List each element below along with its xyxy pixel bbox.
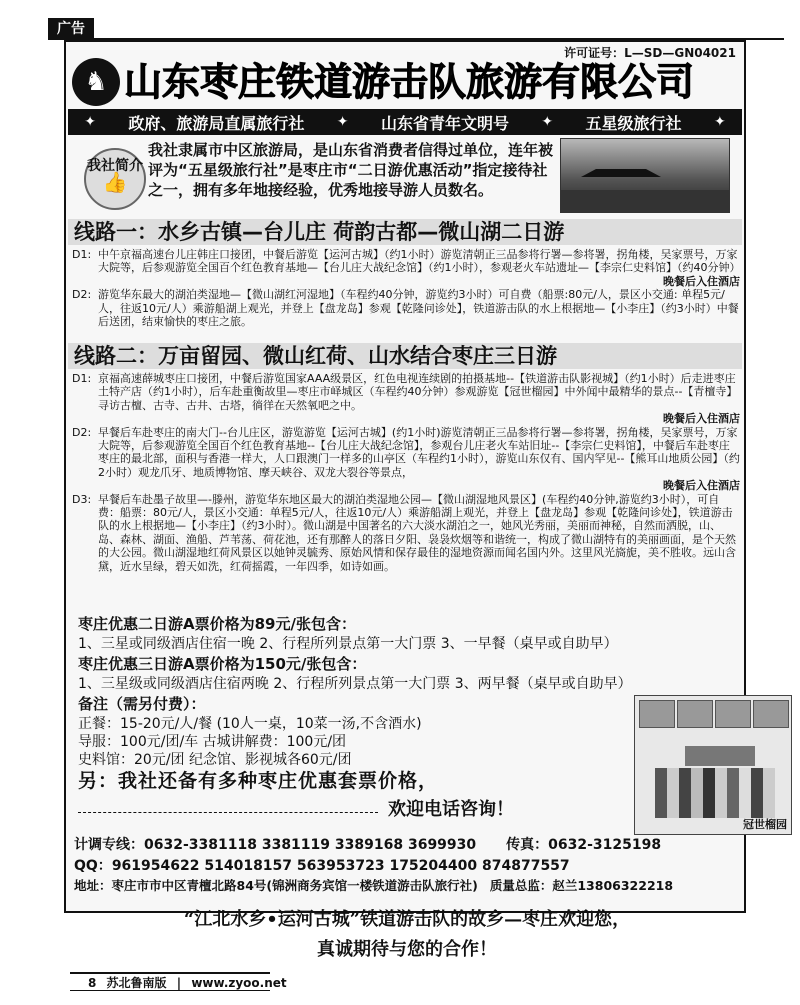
fax-number: 0632-3125198 xyxy=(548,837,662,853)
horse-logo-icon: ♞ xyxy=(72,58,120,106)
pomegranate-garden-photo xyxy=(634,695,792,835)
qq-row xyxy=(74,855,570,875)
star-icon: ✦ xyxy=(713,114,726,130)
route1-day2: D2: 游览华东最大的湖泊类湿地—【微山湖红河湿地】（车程约40分钟，游览约3小时）可自费（船票:80元/人，景区小交通: 单程5元/人，往返10元/人）乘游船湖上观光，并登上【盘龙岛】参观【乾隆问诊处】，铁道游击队的水上根据地—【小李庄】（约3小时）中餐后送团，结束愉快的枣庄之旅。 xyxy=(72,288,739,329)
supervisor: 赵兰13806322218 xyxy=(552,878,674,893)
route2-day2: D2: 早餐后车赴枣庄的南大门--台儿庄区，游览游览【运河古城】(约1小时)游览清朝正三品参将行署—参将署，拐角楼，吴家票号，万家大院等，后参观游览全国百个红色教育基地--【台儿庄大战纪念馆】，参观台儿庄老火车站旧址--【李宗仁史料馆】，中餐后车赴枣庄枣庄的最北部，面积与香港一样大，人口跟澳门一样多的山亭区（车程约1小时），游览山东仅有、国内罕见--【熊耳山地质公园】（约2小时）观龙爪牙、地质博物馆、摩天峡谷、双龙大裂谷等景点， xyxy=(72,425,740,479)
route1-day1: D1: 中午京福高速台儿庄韩庄口接团，中餐后游览【运河古城】（约1小时）游览清朝正三品参将行署—参将署，拐角楼，吴家票号，万家大院等，后参观游览全国百个红色教育基地—【台儿庄大战纪念馆】（约1小时），参观老火车站遗址—【李宗仁史料馆】（约40分钟） xyxy=(72,248,741,275)
thumbs-up-icon: 👍 xyxy=(102,170,128,194)
route2-day3: D3: 早餐后车赴墨子故里—-滕州，游览华东地区最大的湖泊类湿地公园—【微山湖湿地风景区】(车程约40分钟,游览约3小时），可自费：船票：80元/人，景区小交通：单程5元/人，往返10元/人）乘游船湖上观光，并登上【盘龙岛】参观【乾隆问诊处】，铁道游击队的水上根据地—【小李庄】（约3小时）。微山湖是中国著名的六大淡水湖泊之一，她风光秀丽，美丽而神秘，自然而洒脱，山、岛、森林、湖面、渔船、芦苇荡、荷花池，还有那醉人的落日夕阳、袅袅炊烟等和谐统一，构成了微山湖特有的美丽画面，是个天然的大公园。微山湖湿地红荷风景区以她钟灵毓秀、原始风情和保存最佳的湿地资源而闻名国内外。这里风光旖旎，美不胜收。远山含黛，近水呈绿，碧天如洗，红荷摇霞，一年四季，如诗如画。 xyxy=(72,492,736,573)
package-notice: 另：我社还备有多种枣庄优惠套票价格， xyxy=(78,770,439,792)
footer: 8 苏北鲁南版 | www.zyoo.net xyxy=(88,976,287,990)
fax-label: 传真： xyxy=(506,837,549,853)
extra-cost-title: 备注（需另付费）： xyxy=(78,695,206,713)
address-label: 地址： xyxy=(74,878,112,893)
thumb-photo xyxy=(639,700,675,728)
star-icon: ✦ xyxy=(541,114,554,130)
route2-day1: D1: 京福高速薛城枣庄口接团，中餐后游览国家AAA级景区，红色电视连续剧的拍摄基地--【铁道游击队影视城】（约1小时）后走进枣庄土特产店（约1小时），后车赴重衡故里—枣庄市峄城区（车程约40分钟）参观游览【冠世榴园】中外闻中最精华的景点--【青檀寺】寻访古檀、古寺、古井、古塔，徜徉在天然氧吧之中。 xyxy=(72,372,738,412)
star-icon: ✦ xyxy=(336,114,349,130)
route1-title: 线路一：水乡古镇—台儿庄 荷韵古都—微山湖二日游 xyxy=(68,219,742,245)
hotline-row xyxy=(74,834,661,854)
ancient-town-photo xyxy=(560,138,730,213)
footer-divider-bottom xyxy=(70,990,270,991)
license-number: 许可证号：L—SD—GN04021 xyxy=(564,46,736,60)
notice-dotted-line xyxy=(78,812,378,813)
thumb-photo xyxy=(715,700,751,728)
hotline-numbers[interactable]: 0632-3381118 3381119 3389168 3699930 xyxy=(144,837,477,853)
route2-title: 线路二：万亩留园、微山红荷、山水结合枣庄三日游 xyxy=(68,343,742,369)
thumb-photo xyxy=(753,700,789,728)
company-name: 山东枣庄铁道游击队旅游有限公司 xyxy=(124,60,695,104)
meal-cost: 正餐：15-20元/人/餐 (10人一桌，10菜一汤,不含酒水) xyxy=(78,716,422,732)
address: 枣庄市市中区青檀北路84号(锦洲商务宾馆一楼铁道游击队旅行社) xyxy=(111,878,478,893)
route1-day1-note: 晚餐后入住酒店 xyxy=(663,274,740,288)
honor-1: 政府、旅游局直属旅行社 xyxy=(128,113,305,133)
intro-badge xyxy=(84,148,146,210)
museum-cost: 史料馆：20元/团 纪念馆、影视城各60元/团 xyxy=(78,752,352,768)
tourist-group xyxy=(655,768,775,818)
website-link[interactable]: www.zyoo.net xyxy=(191,976,287,990)
garden-gate xyxy=(685,746,755,766)
call-to-action: 欢迎电话咨询！ xyxy=(388,799,514,820)
page-number: 8 xyxy=(88,976,97,990)
address-row xyxy=(74,876,673,894)
ad-tag: 广告 xyxy=(48,18,94,40)
route2-day2-note: 晚餐后入住酒店 xyxy=(663,479,740,493)
intro-badge-label: 我社简介 xyxy=(87,158,143,174)
contact-section xyxy=(68,828,742,896)
slogan-line-1: “江北水乡•运河古城”铁道游击队的故乡—枣庄欢迎您， xyxy=(183,909,631,930)
honors-banner xyxy=(68,109,742,135)
qq-label: QQ： xyxy=(74,858,112,874)
pavilion-roof xyxy=(581,157,661,177)
supervisor-label: 质量总监： xyxy=(489,878,553,893)
route2-day1-note: 晚餐后入住酒店 xyxy=(663,412,740,426)
honor-3: 五星级旅行社 xyxy=(585,113,682,133)
three-day-items: 1、三星级或同级酒店住宿两晚 2、行程所列景点第一大门票 3、两早餐（桌早或自助早） xyxy=(78,676,632,692)
photo-caption: 冠世榴园 xyxy=(743,818,787,831)
two-day-items: 1、三星或同级酒店住宿一晚 2、行程所列景点第一大门票 3、一早餐（桌早或自助早） xyxy=(78,636,618,652)
route1-body xyxy=(72,248,740,328)
two-day-price: 枣庄优惠二日游A票价格为89元/张包含： xyxy=(78,615,356,633)
three-day-price: 枣庄优惠三日游A票价格为150元/张包含： xyxy=(78,655,367,673)
honor-2: 山东省青年文明号 xyxy=(380,113,509,133)
canal-water xyxy=(561,190,729,212)
slogan-line-2: 真诚期待与您的合作！ xyxy=(317,939,497,960)
thumb-photo xyxy=(677,700,713,728)
route2-body xyxy=(72,372,740,573)
edition-name: 苏北鲁南版 xyxy=(106,976,167,990)
hotline-label: 计调专线： xyxy=(74,837,144,853)
guide-cost: 导服：100元/团/车 古城讲解费：100元/团 xyxy=(78,734,347,750)
star-icon: ✦ xyxy=(84,114,96,130)
intro-text: 我社隶属市中区旅游局，是山东省消费者信得过单位，连年被评为“五星级旅行社”是枣庄市“二日游优惠活动”指定接待社之一，拥有多年地接经验，优秀地接导游人员数名。 xyxy=(148,141,554,199)
qq-numbers[interactable]: 961954622 514018157 563953723 175204400 874877557 xyxy=(111,858,570,874)
